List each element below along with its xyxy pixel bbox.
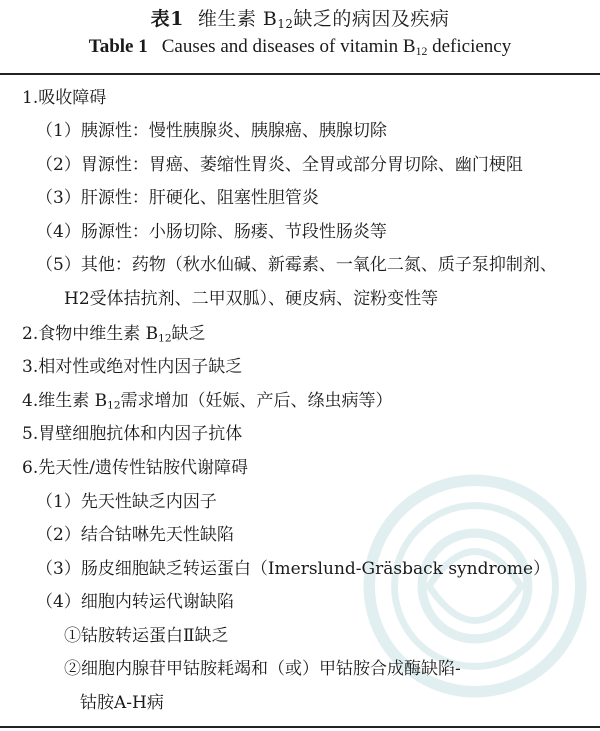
row-text: 5.胃壁细胞抗体和内因子抗体 <box>22 424 243 444</box>
row-text: 3.相对性或绝对性内因子缺乏 <box>22 357 243 377</box>
table-row <box>64 620 229 652</box>
table-title-english <box>0 36 600 58</box>
row-subscript: 12 <box>107 399 121 412</box>
row-text: 4.维生素 B <box>22 391 108 411</box>
table-row <box>22 351 242 383</box>
table-row <box>36 216 387 248</box>
table-row <box>36 249 557 281</box>
table-row <box>36 115 387 147</box>
row-text: 钴胺A-H病 <box>80 693 164 713</box>
table-row <box>36 553 550 585</box>
table-row <box>22 385 393 417</box>
title-cn-subscript: 12 <box>277 16 294 31</box>
table-row <box>22 82 106 114</box>
row-text: （1）胰源性：慢性胰腺炎、胰腺癌、胰腺切除 <box>36 121 387 141</box>
table-row <box>80 687 164 719</box>
table-row <box>22 418 242 450</box>
row-subscript: 12 <box>158 332 172 345</box>
title-cn-text-end: 缺乏的病因及疾病 <box>293 8 450 30</box>
row-text: 1.吸收障碍 <box>22 88 107 108</box>
row-text: ②细胞内腺苷甲钴胺耗竭和（或）甲钴胺合成酶缺陷- <box>64 659 461 679</box>
row-text: （4）细胞内转运代谢缺陷 <box>36 592 234 612</box>
table-row <box>64 653 461 685</box>
row-text: （3）肝源性：肝硬化、阻塞性胆管炎 <box>36 188 319 208</box>
row-text: （3）肠皮细胞缺乏转运蛋白（Imerslund-Gräsback syndrome） <box>36 559 551 579</box>
table-top-rule <box>0 73 600 75</box>
table-row <box>36 486 217 518</box>
row-text: H2受体拮抗剂、二甲双胍）、硬皮病、淀粉变性等 <box>64 289 439 309</box>
table-title-chinese <box>0 4 600 31</box>
row-text: （2）结合钴啉先天性缺陷 <box>36 525 234 545</box>
title-en-text-end: deficiency <box>427 36 512 57</box>
table-row <box>22 452 248 484</box>
row-text-end: 需求增加（妊娠、产后、绦虫病等） <box>120 391 393 411</box>
table-label-en: Table 1 <box>88 36 148 57</box>
row-text: （1）先天性缺乏内因子 <box>36 492 217 512</box>
row-text: 2.食物中维生素 B <box>22 324 159 344</box>
row-text: ①钴胺转运蛋白Ⅱ缺乏 <box>64 626 229 646</box>
table-row <box>36 149 523 181</box>
title-en-text: Causes and diseases of vitamin B <box>161 36 416 57</box>
title-en-subscript: 12 <box>415 44 428 58</box>
table-row <box>36 519 234 551</box>
row-text-end: 缺乏 <box>171 324 206 344</box>
table-row <box>22 318 206 350</box>
row-text: 6.先天性/遗传性钴胺代谢障碍 <box>22 458 248 478</box>
table-row <box>36 586 234 618</box>
title-cn-text: 维生素 B <box>197 8 278 30</box>
row-text: （2）胃源性：胃癌、萎缩性胃炎、全胃或部分胃切除、幽门梗阻 <box>36 155 523 175</box>
row-text: （4）肠源性：小肠切除、肠瘘、节段性肠炎等 <box>36 222 387 242</box>
table-row <box>36 182 319 214</box>
row-text: （5）其他：药物（秋水仙碱、新霉素、一氧化二氮、质子泵抑制剂、 <box>36 255 557 275</box>
table-label-cn: 表1 <box>150 8 184 30</box>
table-row <box>64 283 438 315</box>
table-bottom-rule <box>0 726 600 728</box>
